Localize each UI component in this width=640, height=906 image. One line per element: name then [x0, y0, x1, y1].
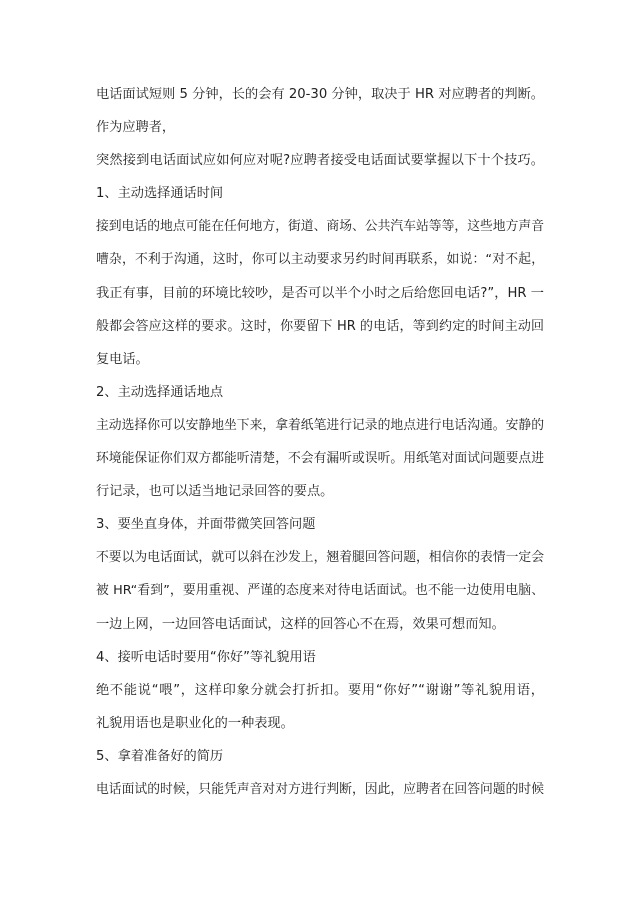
section-heading: 3、要坐直身体，并面带微笑回答问题: [96, 517, 316, 533]
text-line: 接到电话的地点可能在任何地方，街道、商场、公共汽车站等等，这些地方声音: [96, 219, 544, 235]
text-line: 行记录，也可以适当地记录回答的要点。: [96, 484, 334, 500]
section-heading: 1、主动选择通话时间: [96, 186, 224, 202]
text-line: 突然接到电话面试应如何应对呢?应聘者接受电话面试要掌握以下十个技巧。: [96, 153, 544, 169]
text-line: 绝不能说“喂”，这样印象分就会打折扣。要用“你好”“谢谢”等礼貌用语，: [96, 682, 544, 698]
text-line: 一边上网，一边回答电话面试，这样的回答心不在焉，效果可想而知。: [96, 616, 505, 632]
text-line: 复电话。: [96, 351, 149, 367]
section-heading: 2、主动选择通话地点: [96, 384, 224, 400]
text-line: 不要以为电话面试，就可以斜在沙发上，翘着腿回答问题，相信你的表情一定会: [96, 550, 544, 566]
text-line: 般都会答应这样的要求。这时，你要留下 HR 的电话，等到约定的时间主动回: [96, 318, 544, 334]
text-line: 被 HR“看到”，要用重视、严谨的态度来对待电话面试。也不能一边使用电脑、: [96, 583, 544, 599]
text-line: 电话面试短则 5 分钟，长的会有 20-30 分钟，取决于 HR 对应聘者的判断。: [96, 87, 544, 102]
text-line: 作为应聘者，: [96, 120, 176, 136]
section-heading: 5、拿着准备好的简历: [96, 748, 224, 764]
document-page: [96, 78, 544, 806]
text-line: 嘈杂，不利于沟通，这时，你可以主动要求另约时间再联系，如说：“对不起，: [96, 252, 544, 268]
text-line: 礼貌用语也是职业化的一种表现。: [96, 715, 294, 731]
text-line: 主动选择你可以安静地坐下来，拿着纸笔进行记录的地点进行电话沟通。安静的: [96, 417, 544, 433]
text-line: 电话面试的时候，只能凭声音对对方进行判断，因此，应聘者在回答问题的时候: [96, 781, 544, 797]
text-line: 环境能保证你们双方都能听清楚，不会有漏听或误听。用纸笔对面试问题要点进: [96, 451, 544, 467]
text-line: 我正有事，目前的环境比较吵，是否可以半个小时之后给您回电话?”，HR 一: [96, 285, 544, 301]
section-heading: 4、接听电话时要用“你好”等礼貌用语: [96, 649, 316, 665]
